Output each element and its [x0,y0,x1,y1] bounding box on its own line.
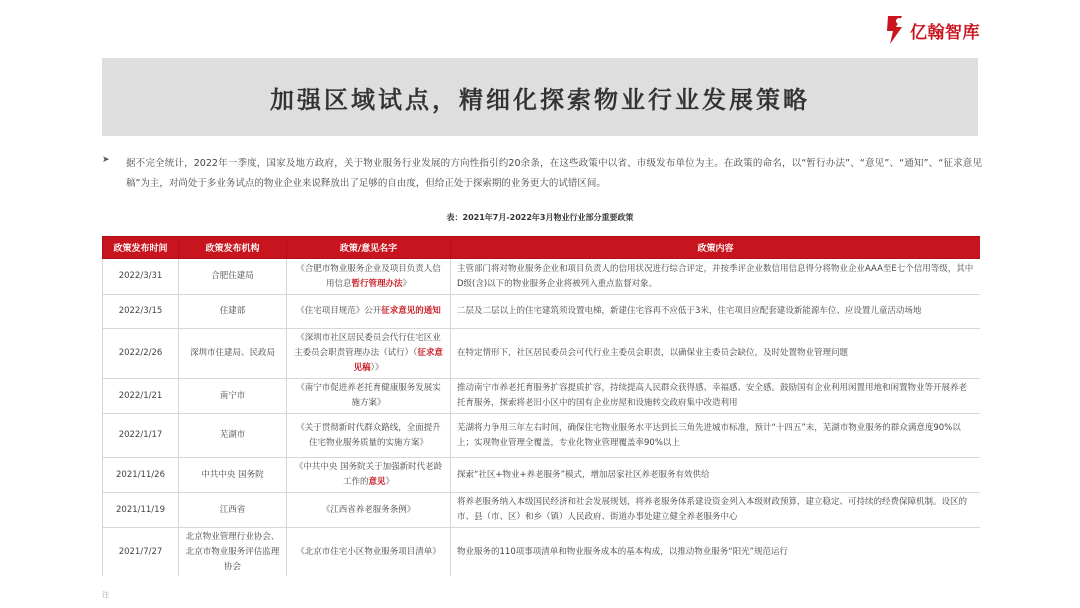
cell-org: 芜湖市 [179,414,287,458]
cell-content: 将养老服务纳入本级国民经济和社会发展规划，将养老服务体系建设资金列入本级财政预算，建立稳定、可持续的经费保障机制。设区的市、县（市、区）和乡（镇）人民政府、街道办事处建立健全养老服务中心 [451,493,981,528]
header-org: 政策发布机构 [179,237,287,259]
cell-org: 江西省 [179,493,287,528]
cell-org: 深圳市住建局、民政局 [179,329,287,379]
policy-table [102,236,980,576]
intro-paragraph [102,154,980,194]
intro-text: 据不完全统计，2022年一季度，国家及地方政府，关于物业服务行业发展的方向性指引约20余条，在这些政策中以省、市级发布单位为主。在政策的命名，以“暂行办法”、“意见”、“通知”、“征求意见稿”为主，对尚处于多业务试点的物业企业来说释放出了足够的自由度，但给正处于探索期的业务更大的试错区间。 [126,158,982,189]
policy-name-text: 《关于贯彻新时代群众路线，全面提升住宅物业服务质量的实施方案》 [296,422,441,448]
cell-policy [287,414,451,458]
cell-date: 2021/11/26 [103,458,179,493]
cell-content: 在特定情形下，社区居民委员会可代行业主委员会职责，以确保业主委员会缺位，及时处置物业管理问题 [451,329,981,379]
cell-date: 2022/1/17 [103,414,179,458]
cell-date: 2022/3/15 [103,295,179,329]
policy-name-highlight: 征求意见稿 [353,348,443,373]
policy-name-suffix: 》 [385,477,395,487]
cell-policy [287,329,451,379]
policy-name-text: 《合肥市物业服务企业及项目负责人信用信息 [296,263,441,289]
cell-policy [287,493,451,528]
cell-content: 探索“社区+物业+养老服务”模式，增加居家社区养老服务有效供给 [451,458,981,493]
brand-logo [884,10,984,50]
table-row [103,414,981,458]
policy-name-text: 《住宅项目规范》公开 [296,306,382,316]
header-date: 政策发布时间 [103,237,179,259]
policy-name-text: 《中共中央 国务院关于加强新时代老龄工作的 [294,462,443,487]
header-content: 政策内容 [451,237,981,259]
cell-policy [287,528,451,577]
table-caption: 表：2021年7月-2022年3月物业行业部分重要政策 [446,213,634,222]
cell-date: 2021/11/19 [103,493,179,528]
policy-name-suffix: ）》 [370,363,384,373]
cell-content: 物业服务的110项事项清单和物业服务成本的基本构成，以推动物业服务“阳光”规范运行 [451,528,981,577]
cell-policy [287,458,451,493]
cell-org: 住建部 [179,295,287,329]
title-band [102,58,978,136]
table-row [103,295,981,329]
cell-content: 主管部门将对物业服务企业和项目负责人的信用状况进行综合评定，并按季评企业数信用信息得分将物业企业AAA至E七个信用等级，其中D级(含)以下的物业服务企业将被列入重点监督对象。 [451,259,981,295]
policy-name-text: 《江西省养老服务条例》 [321,504,416,515]
cell-org: 中共中央 国务院 [179,458,287,493]
policy-name-text: 《北京市住宅小区物业服务项目清单》 [296,547,441,557]
cell-org: 南宁市 [179,379,287,414]
policy-name-highlight: 意见 [368,477,386,487]
table-row [103,329,981,379]
table-body [103,259,981,577]
table-row [103,379,981,414]
table-row [103,493,981,528]
table-row [103,458,981,493]
footnote: 注 [102,591,109,599]
cell-org: 合肥住建局 [179,259,287,295]
cell-policy [287,259,451,295]
table-row [103,528,981,577]
cell-content: 二层及二层以上的住宅建筑须设置电梯，新建住宅容再不应低于3米，住宅项目应配套建设新能源车位、应设置儿童活动场地 [451,295,981,329]
cell-policy [287,379,451,414]
cell-content: 芜湖将力争用三年左右时间，确保住宅物业服务水平达到长三角先进城市标准，预计“十四五”末，芜湖市物业服务的群众满意度90%以上；实现物业管理全覆盖，专业化物业管理覆盖率90%以上 [451,414,981,458]
policy-name-text: 《南宁市促进养老托育健康服务发展实施方案》 [296,383,441,408]
cell-date: 2022/1/21 [103,379,179,414]
policy-table-container [102,236,980,576]
cell-date: 2021/7/27 [103,528,179,577]
cell-date: 2022/2/26 [103,329,179,379]
cell-date: 2022/3/31 [103,259,179,295]
cell-policy [287,295,451,329]
brand-logo-icon [884,13,906,47]
table-header-row [103,237,981,259]
cell-org: 北京物业管理行业协会、北京市物业服务评估监理协会 [179,528,287,577]
policy-name-highlight: 暂行管理办法 [351,278,403,289]
cell-content: 推动南宁市养老托育服务扩容提质扩容，持续提高人民群众获得感、幸福感、安全感。鼓励国有企业利用闲置用地和闲置物业等开展养老托育服务，探索将老旧小区中的国有企业房屋和设施转交政府集中改造利用 [451,379,981,414]
table-row [103,259,981,295]
bullet-arrow-icon: ➤ [102,155,110,165]
page-title: 加强区域试点，精细化探索物业行业发展策略 [270,84,810,114]
policy-name-highlight: 征求意见的通知 [381,306,441,316]
policy-name-suffix: 》 [402,278,412,289]
policy-name-text: 《深圳市社区居民委员会代行住宅区业主委员会职责管理办法（试行）（ [294,333,441,358]
header-policy: 政策/意见名字 [287,237,451,259]
brand-logo-text: 亿翰智库 [910,22,980,43]
